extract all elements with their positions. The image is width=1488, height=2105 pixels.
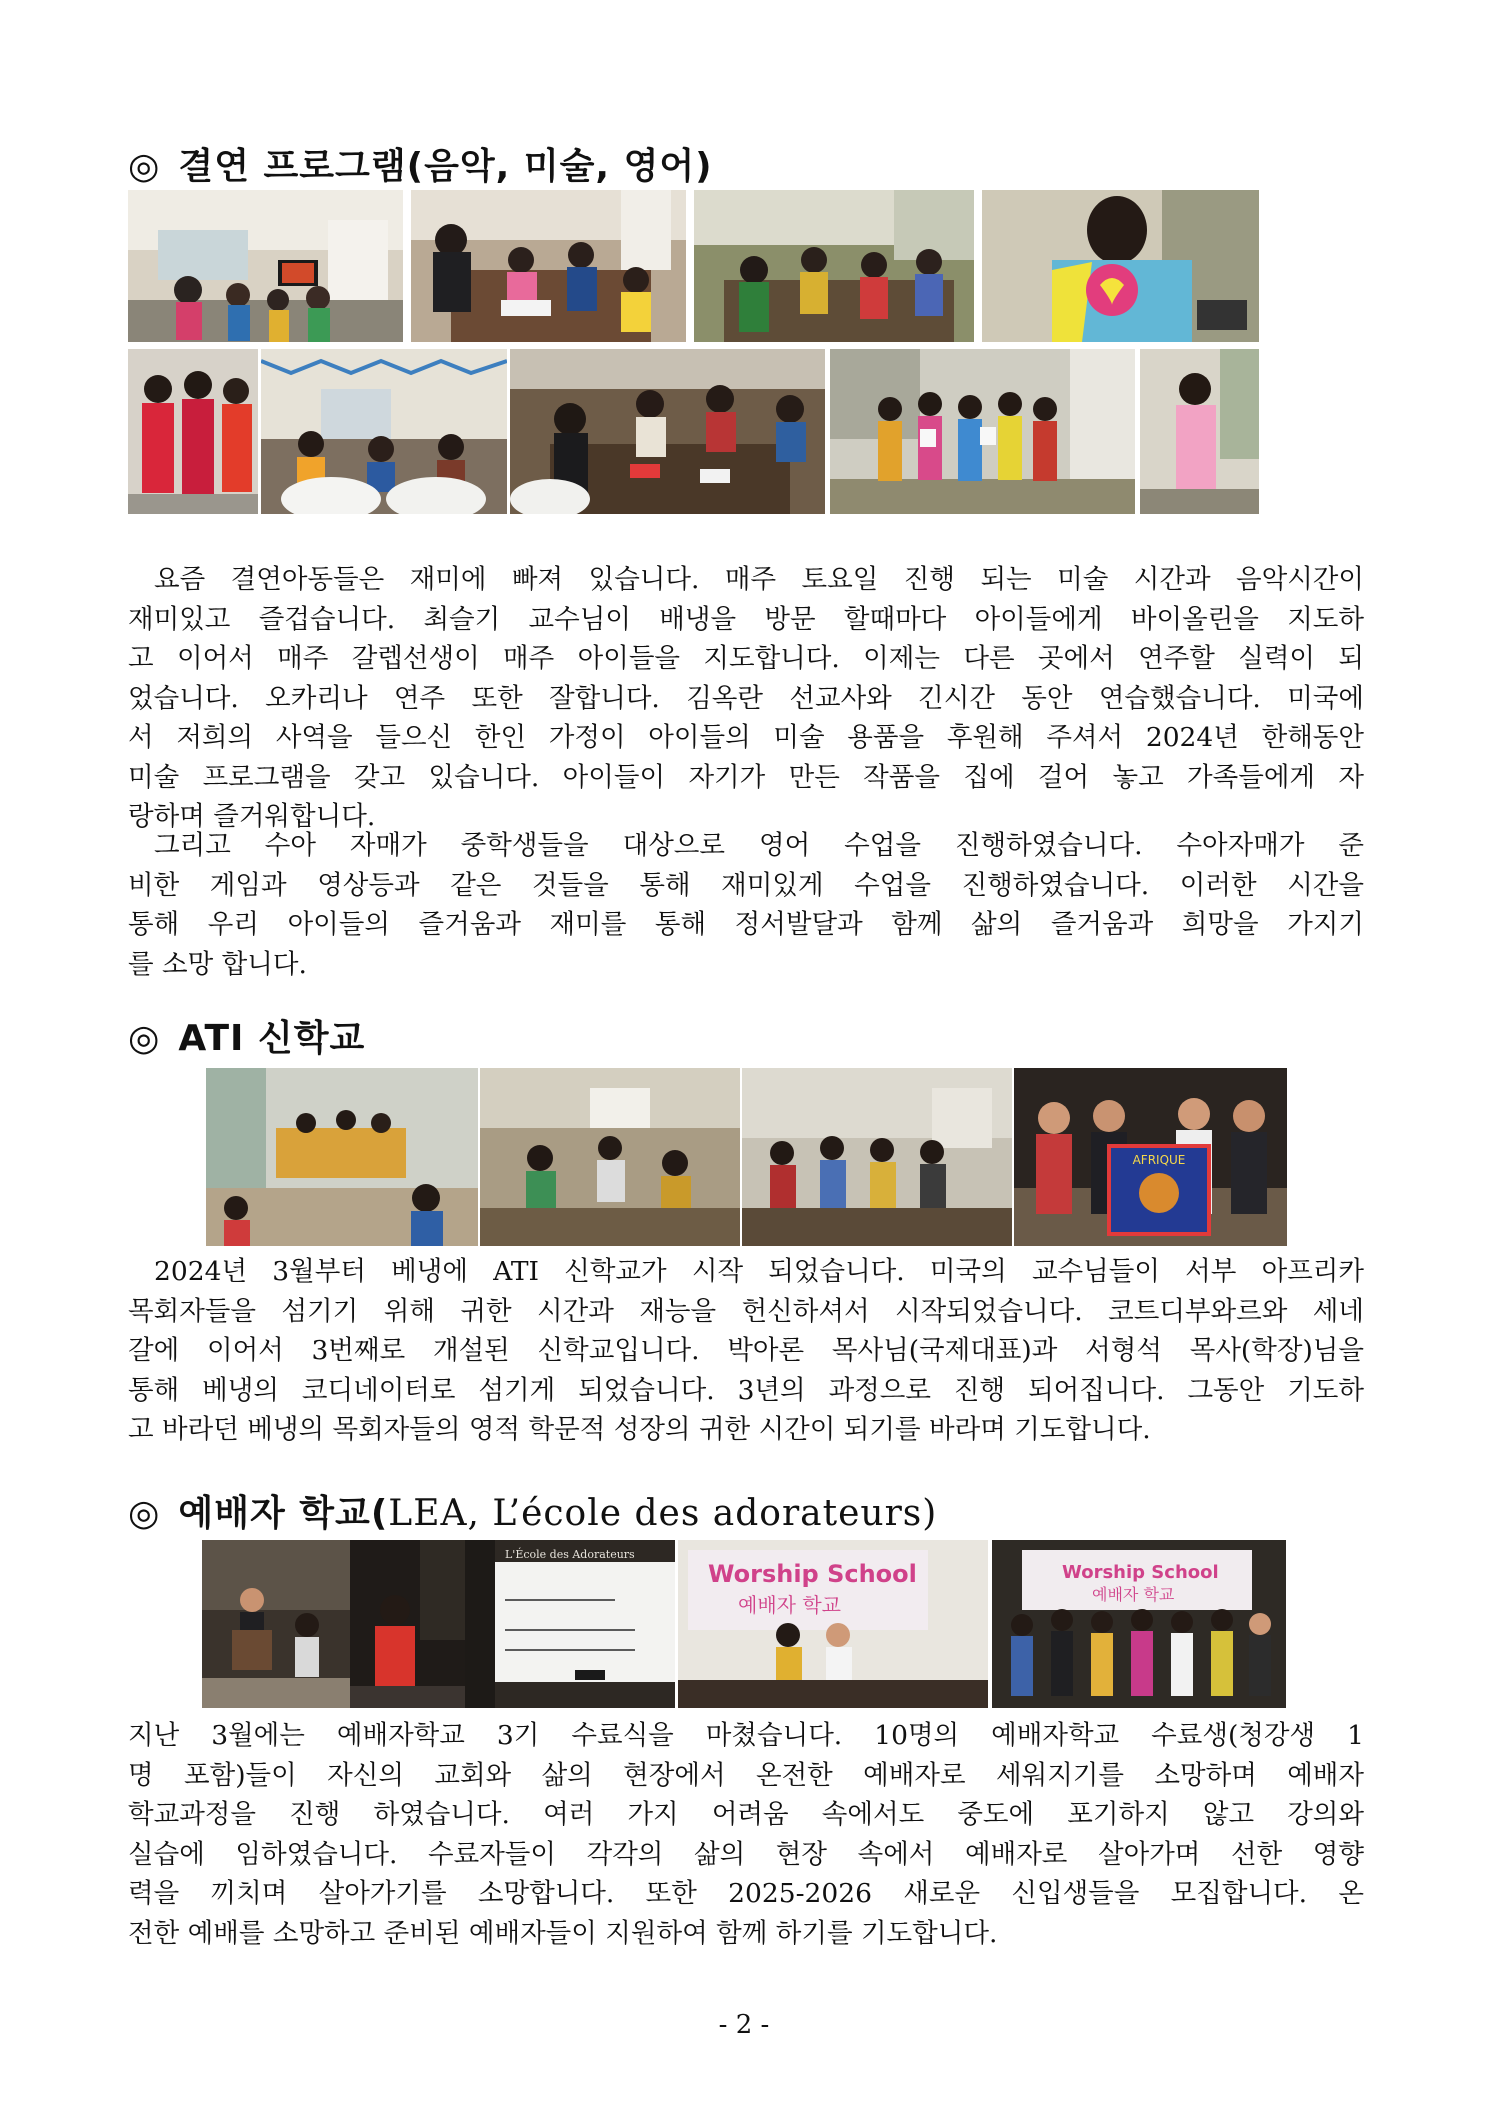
section-heading-program xyxy=(128,138,713,189)
paragraph-line: 갈에 이어서 3번째로 개설된 신학교입니다. 박아론 목사님(국제대표)과 서형석 목사(학장)님을 xyxy=(128,1335,1364,1366)
photo-classroom-chairs xyxy=(261,349,507,514)
photo-ati-classroom xyxy=(480,1068,740,1246)
circle-mark-icon: ◎ xyxy=(128,146,161,187)
photo-girls-red-dress xyxy=(128,349,258,514)
photo-lea-student-guitar xyxy=(350,1540,465,1708)
photo-girl-pink-dress xyxy=(1140,349,1259,514)
banner-text: Worship School xyxy=(708,1560,917,1588)
photo-boy-heart-craft xyxy=(982,190,1259,342)
paragraph-line: 통해 우리 아이들의 즐거움과 재미를 통해 정서발달과 함께 삶의 즐거움과 희망을 가지기 xyxy=(128,909,1364,940)
paragraph-line: 명 포함)들이 자신의 교회와 삶의 현장에서 온전한 예배자로 세워지기를 소망하며 예배자 xyxy=(128,1759,1364,1791)
paragraph-line: 력을 끼치며 살아가기를 소망합니다. 또한 2025-2026 새로운 신입생들을 모집합니다. 온 xyxy=(128,1878,1364,1909)
banner-text: AFRIQUE xyxy=(1132,1153,1186,1167)
paragraph-line: 지난 3월에는 예배자학교 3기 수료식을 마쳤습니다. 10명의 예배자학교 수료생(청강생 1 xyxy=(128,1720,1364,1751)
banner-text: Worship School xyxy=(1062,1562,1219,1583)
photo-lea-speaker-podium xyxy=(202,1540,350,1708)
banner-text: 예배자 학교 xyxy=(1092,1585,1175,1604)
heading-text: ATI 신학교 xyxy=(178,1018,366,1059)
photo-children-group-crafts xyxy=(830,349,1135,514)
banner-text: 예배자 학교 xyxy=(738,1593,841,1617)
photo-ati-students-desks xyxy=(742,1068,1012,1246)
circle-mark-icon: ◎ xyxy=(128,1018,161,1059)
paragraph-line: 통해 베냉의 코디네이터로 섬기게 되었습니다. 3년의 과정으로 진행 되어집니다. 그동안 기도하 xyxy=(128,1374,1364,1406)
paragraph-line: 전한 예배를 소망하고 준비된 예배자들이 지원하여 함께 하기를 기도합니다. xyxy=(128,1917,998,1949)
page-number: - 2 - xyxy=(718,2010,770,2040)
paragraph-line: 목회자들을 섬기기 위해 귀한 시간과 재능을 헌신하셔서 시작되었습니다. 코트디부와르와 세네 xyxy=(128,1295,1364,1327)
photo-worship-school-certificate xyxy=(678,1540,988,1708)
program-paragraph-2 xyxy=(128,826,1364,984)
photo-worship-school-graduates xyxy=(992,1540,1286,1708)
paragraph-line: 비한 게임과 영상등과 같은 것들을 통해 재미있게 수업을 진행하였습니다. 이러한 시간을 xyxy=(128,869,1364,901)
paragraph-line: 었습니다. 오카리나 연주 또한 잘합니다. 김옥란 선교사와 긴시간 동안 연습했습니다. 미국에 xyxy=(128,682,1364,714)
heading-text: 예배자 학교( xyxy=(178,1493,389,1534)
photo-lea-whiteboard xyxy=(465,1540,675,1708)
ati-paragraph xyxy=(128,1252,1364,1450)
photo-classroom-music xyxy=(128,190,403,342)
photo-ati-lecture-front xyxy=(206,1068,478,1246)
photo-students-crafts-table xyxy=(510,349,825,514)
paragraph-line: 실습에 임하였습니다. 수료자들이 각각의 삶의 현장 속에서 예배자로 살아가며 선한 영향 xyxy=(128,1838,1364,1870)
paragraph-line: 재미있고 즐겁습니다. 최슬기 교수님이 배냉을 방문 할때마다 아이들에게 바이올린을 지도하 xyxy=(128,603,1364,635)
heading-latin-text: LEA, L’école des adorateurs) xyxy=(388,1493,938,1534)
photo-kids-drawing xyxy=(694,190,974,342)
circle-mark-icon: ◎ xyxy=(128,1493,161,1534)
photo-ati-group-banner xyxy=(1014,1068,1287,1246)
heading-text: 결연 프로그램(음악, 미술, 영어) xyxy=(178,146,713,187)
paragraph-line: 2024년 3월부터 베냉에 ATI 신학교가 시작 되었습니다. 미국의 교수님들이 서부 아프리카 xyxy=(154,1256,1364,1287)
photo-art-class-table xyxy=(411,190,686,342)
paragraph-line: 미술 프로그램을 갖고 있습니다. 아이들이 자기가 만든 작품을 집에 걸어 놓고 가족들에게 자 xyxy=(128,761,1364,793)
paragraph-line: 요즘 결연아동들은 재미에 빠져 있습니다. 매주 토요일 진행 되는 미술 시간과 음악시간이 xyxy=(154,564,1364,595)
banner-text: L'École des Adorateurs xyxy=(505,1548,635,1561)
lea-paragraph xyxy=(128,1716,1364,1953)
paragraph-line: 학교과정을 진행 하였습니다. 여러 가지 어려움 속에서도 중도에 포기하지 않고 강의와 xyxy=(128,1799,1364,1830)
paragraph-line: 서 저희의 사역을 들으신 한인 가정이 아이들의 미술 용품을 후원해 주셔서 2024년 한해동안 xyxy=(128,722,1364,753)
section-heading-lea xyxy=(128,1485,937,1536)
paragraph-line: 그리고 수아 자매가 중학생들을 대상으로 영어 수업을 진행하였습니다. 수아자매가 준 xyxy=(154,830,1364,861)
paragraph-line: 고 바라던 베냉의 목회자들의 영적 학문적 성장의 귀한 시간이 되기를 바라며 기도합니다. xyxy=(128,1414,1151,1445)
paragraph-line: 고 이어서 매주 갈렙선생이 매주 아이들을 지도합니다. 이제는 다른 곳에서 연주할 실력이 되 xyxy=(128,643,1364,674)
paragraph-line: 를 소망 합니다. xyxy=(128,948,307,980)
paragraph-line: 랑하며 즐거워합니다. xyxy=(128,801,376,832)
section-heading-ati xyxy=(128,1010,365,1061)
program-paragraph-1 xyxy=(128,560,1364,837)
